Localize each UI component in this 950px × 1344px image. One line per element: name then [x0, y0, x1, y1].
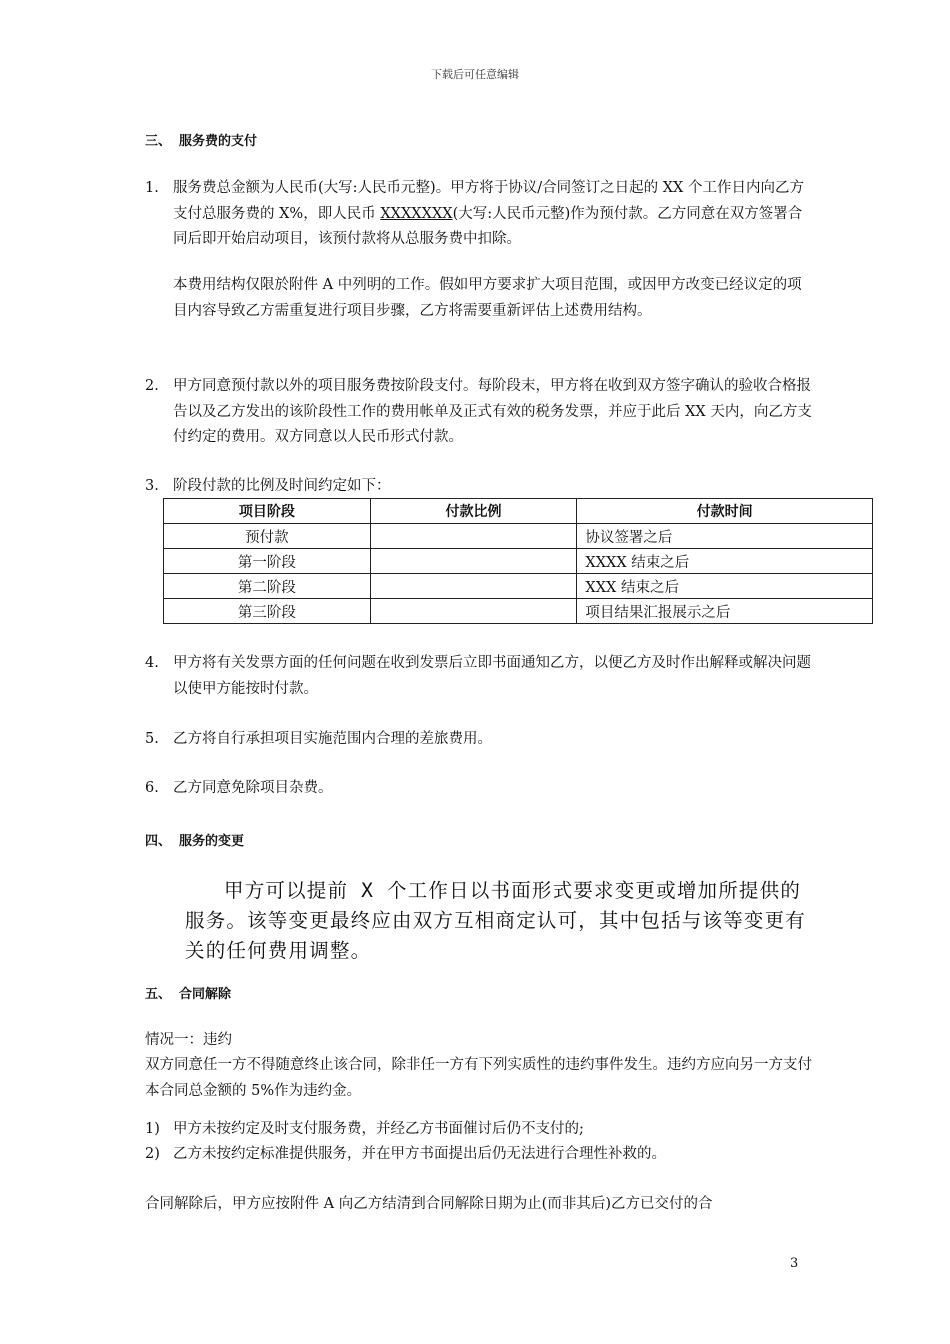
section-number: 五、	[145, 987, 172, 1002]
section-title: 合同解除	[179, 987, 232, 1002]
case1-title: 情况一：违约	[145, 1032, 232, 1048]
time-cell: XXX 结束之后	[577, 574, 873, 599]
ratio-cell	[370, 599, 577, 624]
table-row	[164, 524, 873, 549]
item-number: 3.	[145, 478, 159, 494]
stage-cell: 第一阶段	[164, 549, 371, 574]
list-item-3	[145, 474, 815, 500]
page-number: 3	[790, 1256, 799, 1271]
item-text	[173, 176, 815, 253]
item-text: 甲方将有关发票方面的任何问题在收到发票后立即书面通知乙方，以便乙方及时作出解释或解决问题以使甲方能按时付款。	[173, 655, 811, 697]
item-text: 阶段付款的比例及时间约定如下：	[173, 478, 391, 494]
table-header-row	[164, 499, 873, 524]
item-number: 6.	[145, 780, 159, 796]
column-header: 付款比例	[370, 499, 577, 524]
case1-paragraph: 双方同意任一方不得随意终止该合同，除非任一方有下列实质性的违约事件发生。违约方应向另一方支付本合同总金额的 5%作为违约金。	[145, 1057, 812, 1099]
breach-item	[145, 1142, 815, 1167]
section-heading-3	[145, 130, 257, 149]
time-cell: XXXX 结束之后	[577, 549, 873, 574]
section-title: 服务费的支付	[179, 134, 258, 149]
ratio-cell	[370, 524, 577, 549]
column-header: 项目阶段	[164, 499, 371, 524]
ratio-cell	[370, 549, 577, 574]
item-number: 1.	[145, 180, 159, 196]
termination-paragraph: 合同解除后，甲方应按附件 A 向乙方结清到合同解除日期为止(而非其后)乙方已交付的合	[145, 1196, 713, 1212]
section-heading-4	[145, 830, 244, 849]
section-number: 三、	[145, 134, 172, 149]
item-text: 甲方未按约定及时支付服务费，并经乙方书面催讨后仍不支付的;	[173, 1121, 584, 1137]
list-item-2	[145, 374, 815, 451]
item-text: 乙方将自行承担项目实施范围内合理的差旅费用。	[173, 731, 492, 747]
section-heading-5	[145, 983, 231, 1002]
table-row	[164, 574, 873, 599]
time-cell: 协议签署之后	[577, 524, 873, 549]
section-title: 服务的变更	[179, 834, 245, 849]
page-header: 下载后可任意编辑	[431, 68, 519, 81]
list-item-4	[145, 651, 815, 702]
item-text: 乙方同意免除项目杂费。	[173, 780, 333, 796]
item-text: 甲方同意预付款以外的项目服务费按阶段支付。每阶段末，甲方将在收到双方签字确认的验收合格报告以及乙方发出的该阶段性工作的费用帐单及正式有效的税务发票，并应于此后 XX 天内，向乙方支付约定的费用。双方同意以人民币形式付款。	[173, 378, 812, 445]
column-header: 付款时间	[577, 499, 873, 524]
fee-scope-note: 本费用结构仅限於附件 A 中列明的工作。假如甲方要求扩大项目范围，或因甲方改变已经议定的项目内容导致乙方需重复进行项目步骤，乙方将需要重新评估上述费用结构。	[173, 277, 802, 319]
item-number: 2.	[145, 378, 159, 394]
item-number: 2)	[145, 1146, 160, 1162]
payment-schedule-table	[163, 498, 873, 624]
item-text-part: 服务费总金额为人民币(大写:人民币元整)。甲方将于协议/合同签订之日起的 XX 个工作日内向乙方支付总服务费的 X%，即人民币	[173, 180, 804, 222]
stage-cell: 第三阶段	[164, 599, 371, 624]
list-item-5	[145, 727, 815, 753]
table-row	[164, 599, 873, 624]
item-number: 4.	[145, 655, 159, 671]
table-row	[164, 549, 873, 574]
time-cell: 项目结果汇报展示之后	[577, 599, 873, 624]
amount-placeholder: XXXXXXX	[380, 205, 453, 222]
ratio-cell	[370, 574, 577, 599]
item-number: 1)	[145, 1121, 160, 1137]
section-number: 四、	[145, 834, 172, 849]
item-text: 乙方未按约定标准提供服务，并在甲方书面提出后仍无法进行合理性补救的。	[173, 1146, 666, 1162]
service-change-paragraph: 甲方可以提前 X 个工作日以书面形式要求变更或增加所提供的服务。该等变更最终应由双方互相商定认可，其中包括与该等变更有关的任何费用调整。	[185, 879, 807, 962]
list-item-6	[145, 776, 815, 802]
list-item-1	[145, 176, 815, 253]
stage-cell: 第二阶段	[164, 574, 371, 599]
item-number: 5.	[145, 731, 159, 747]
breach-item	[145, 1117, 815, 1142]
stage-cell: 预付款	[164, 524, 371, 549]
item-text-part: (大写:人民币元整)作为预付款。乙方同意在双方签署合同后即开始启动项目，该预付款将从总服务费中扣除。	[173, 205, 803, 247]
